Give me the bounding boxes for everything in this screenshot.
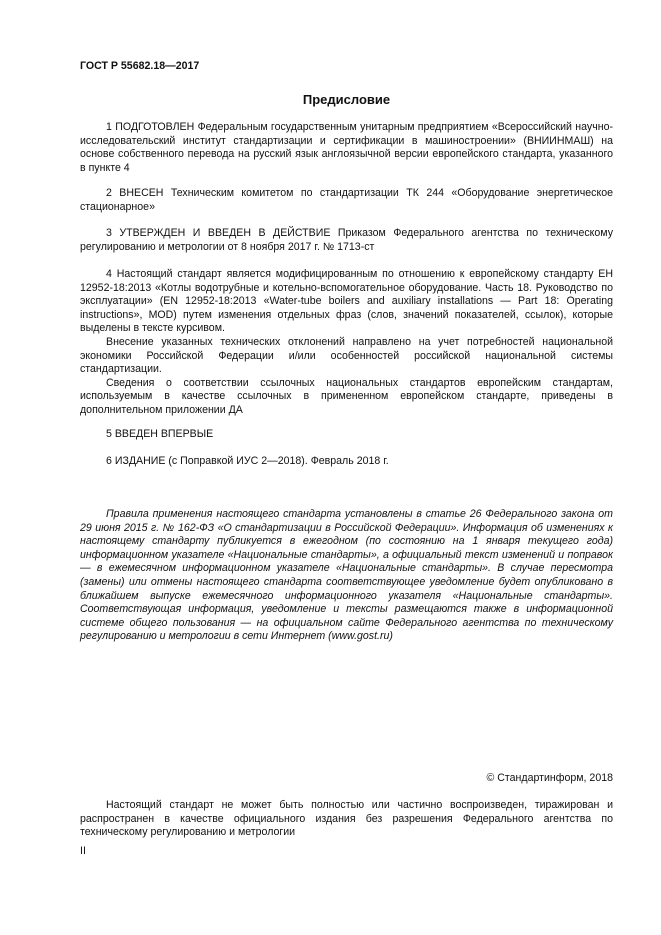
copyright: © Стандартинформ, 2018: [486, 772, 613, 784]
page-title: Предисловие: [302, 92, 391, 107]
rules-notice: Правила применения настоящего стандарта установлены в статье 26 Федерального закона от 29 июня 2015 г. № 162-ФЗ «О стандартизации в Российской Федерации». Информация об изменениях к настоящему стандарту публикуется в ежегодном (по состоянию на 1 января текущего года) информационном указателе «Национальные стандарты», а официальный текст изменений и поправок — в ежемесячном информационном указателе «Национальные стандарты». В случае пересмотра (замены) или отмены настоящего стандарта соответствующее уведомление будет опубликовано в ближайшем выпуске ежемесячного информационного указателя «Национальные стандарты». Соответствующая информация, уведомление и тексты размещаются также в информационной системе общего пользования — на официальном сайте Федерального агентства по техническому регулированию и метрологии в сети Интернет (www.gost.ru): [80, 508, 613, 643]
item-3-approved: 3 УТВЕРЖДЕН И ВВЕДЕН В ДЕЙСТВИЕ Приказом Федерального агентства по техническому регулированию и метрологии от 8 ноября 2017 г. № 1713-ст: [80, 227, 613, 253]
item-5-first-introduced: 5 ВВЕДЕН ВПЕРВЫЕ: [106, 428, 214, 440]
item-2-submitted-by: 2 ВНЕСЕН Техническим комитетом по стандартизации ТК 244 «Оборудование энергетическое стационарное»: [80, 187, 613, 213]
reproduction-notice: Настоящий стандарт не может быть полностью или частично воспроизведен, тиражирован и распространен в качестве официального издания без разрешения Федерального агентства по техническому регулированию и метрологии: [80, 799, 613, 839]
item-1-prepared-by: 1 ПОДГОТОВЛЕН Федеральным государственным унитарным предприятием «Всероссийский научно-исследовательский институт стандартизации и сертификации в машиностроении» (ВНИИНМАШ) на основе собственного перевода на русский язык англоязычной версии европейского стандарта, указанного в пункте 4: [80, 121, 613, 174]
item-4-deviations: Внесение указанных технических отклонений направлено на учет потребностей национальной экономики Российской Федерации и/или особенностей российской национальной системы стандартизации.: [80, 335, 613, 376]
standard-code-header: ГОСТ Р 55682.18—2017: [80, 60, 200, 72]
item-4-group: [80, 268, 613, 418]
page-number: II: [80, 845, 86, 857]
item-6-edition: 6 ИЗДАНИЕ (с Поправкой ИУС 2—2018). Февраль 2018 г.: [106, 455, 389, 467]
item-4-modification: 4 Настоящий стандарт является модифицированным по отношению к европейскому стандарту ЕН 12952-18:2013 «Котлы водотрубные и котельно-вспомогательное оборудование. Часть 18. Руководство по эксплуатации» (EN 12952-18:2013 «Water-tube boilers and auxiliary installations — Part 18: Operating instructions», MOD) путем изменения отдельных фраз (слов, значений показателей, ссылок), которые выделены в тексте курсивом.: [80, 268, 613, 335]
item-4-references: Сведения о соответствии ссылочных национальных стандартов европейским стандартам, используемым в качестве ссылочных в примененном европейском стандарте, приведены в дополнительном приложении ДА: [80, 376, 613, 416]
